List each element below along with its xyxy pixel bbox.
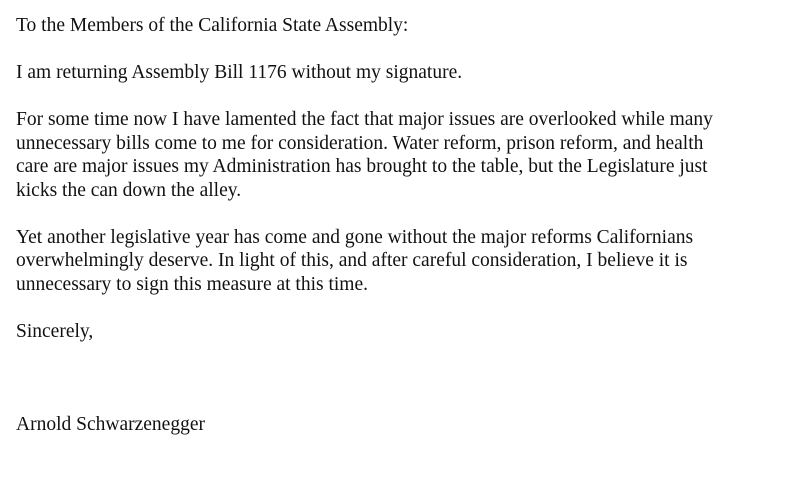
paragraph-2 [16,108,786,202]
paragraph-2-line: care are major issues my Administration has brought to the table, but the Legislature just [16,156,708,177]
paragraph-3-line: Yet another legislative year has come and gone without the major reforms Californians [16,226,694,248]
paragraph-2-line: unnecessary bills come to me for consideration. Water reform, prison reform, and health [16,132,704,154]
closing-text: Sincerely, [16,320,94,342]
veto-letter [16,14,786,437]
paragraph-3 [16,226,786,297]
paragraph-3-line: overwhelmingly deserve. In light of this, and after careful consideration, I believe it is [16,250,688,271]
salutation [16,14,786,38]
paragraph-2-line: kicks the can down the alley. [16,179,242,201]
signature-space [16,343,786,413]
signature-name: Arnold Schwarzenegger [16,414,205,435]
paragraph-1-text: I am returning Assembly Bill 1176 without my signature. [16,62,463,83]
paragraph-1 [16,61,786,85]
paragraph-2-line: For some time now I have lamented the fact that major issues are overlooked while many [16,109,713,130]
closing [16,320,786,344]
signature-block [16,413,786,437]
salutation-text: To the Members of the California State Assembly: [16,15,409,36]
paragraph-3-line: unnecessary to sign this measure at this time. [16,273,369,295]
